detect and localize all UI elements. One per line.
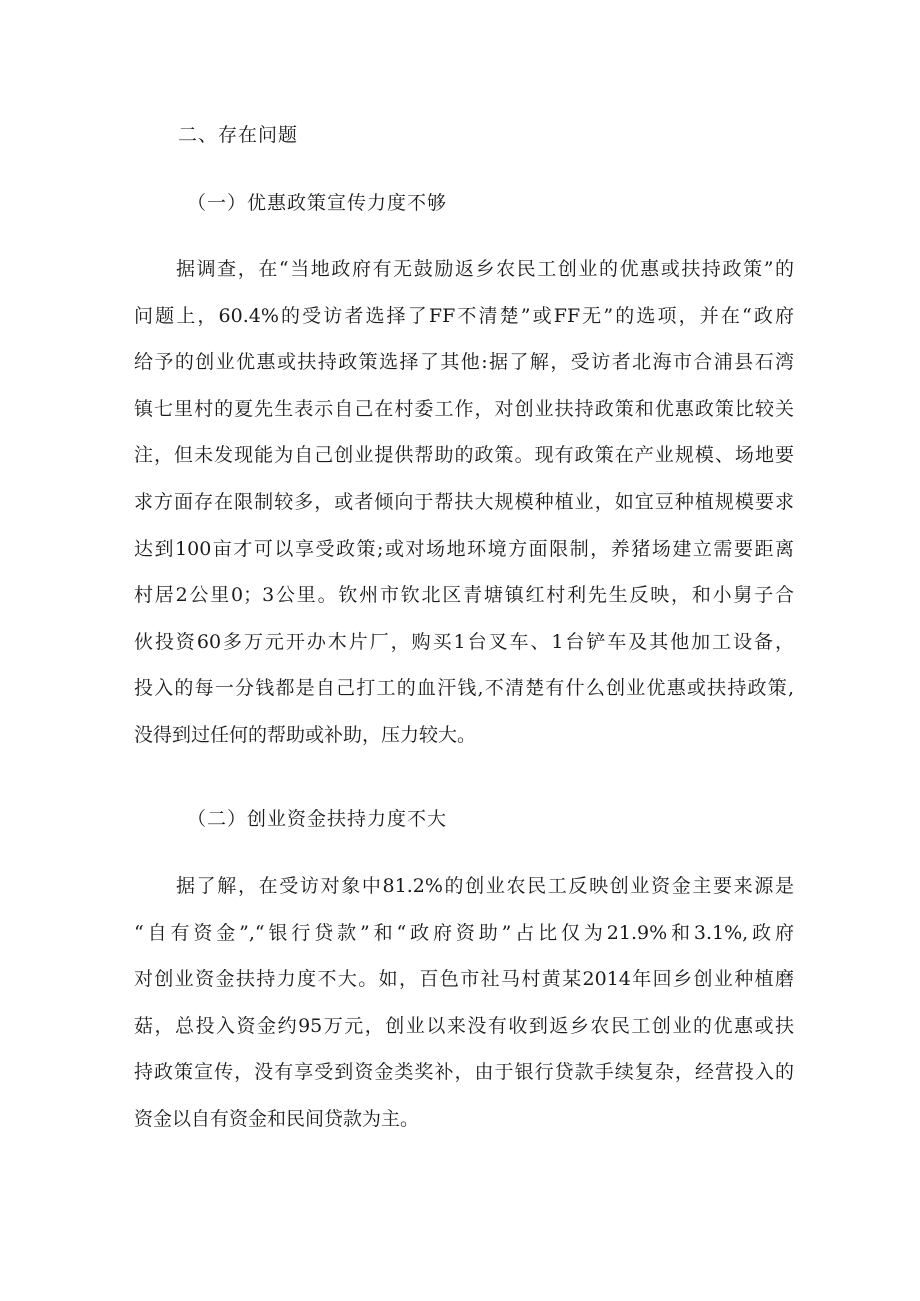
paragraph-line: 投入的每一分钱都是自己打工的血汗钱,不清楚有什么创业优惠或扶持政策, xyxy=(134,677,794,700)
paragraph-line: 注，但未发现能为自己创业提供帮助的政策。现有政策在产业规模、场地要 xyxy=(134,444,794,467)
paragraph-line: 镇七里村的夏先生表示自己在村委工作，对创业扶持政策和优惠政策比较关 xyxy=(134,397,794,420)
paragraph-line: 村居2公里0；3公里。钦州市钦北区青塘镇红村利先生反映，和小舅子合 xyxy=(134,584,794,607)
paragraph-line: “自有资金”,“银行贷款”和“政府资助”占比仅为21.9%和3.1%,政府 xyxy=(134,921,794,944)
paragraph-line: 求方面存在限制较多，或者倾向于帮扶大规模种植业，如宜豆种植规模要求 xyxy=(134,490,794,513)
paragraph-line: 菇，总投入资金约95万元，创业以来没有收到返乡农民工创业的优惠或扶 xyxy=(134,1014,794,1037)
paragraph-line: 没得到过任何的帮助或补助，压力较大。 xyxy=(134,723,477,746)
paragraph-line: 据了解，在受访对象中81.2%的创业农民工反映创业资金主要来源是 xyxy=(176,875,794,897)
paragraph-line: 给予的创业优惠或扶持政策选择了其他:据了解，受访者北海市合浦县石湾 xyxy=(134,351,794,374)
paragraph-1 xyxy=(134,246,794,759)
paragraph-line: 伙投资60多万元开办木片厂，购买1台叉车、1台铲车及其他加工设备， xyxy=(134,630,794,653)
paragraph-line: 达到100亩才可以享受政策;或对场地环境方面限制，养猪场建立需要距离 xyxy=(134,537,794,560)
subsection-title-1: （一）优惠政策宣传力度不够 xyxy=(187,192,448,214)
paragraph-line: 资金以自有资金和民间贷款为主。 xyxy=(134,1107,420,1130)
paragraph-2 xyxy=(134,863,794,1143)
paragraph-line: 问题上，60.4%的受访者选择了FF不清楚”或FF无”的选项，并在“政府 xyxy=(134,304,794,327)
subsection-title-2: （二）创业资金扶持力度不大 xyxy=(187,808,448,830)
section-title: 二、存在问题 xyxy=(178,124,299,146)
paragraph-line: 对创业资金扶持力度不大。如，百色市社马村黄某2014年回乡创业种植磨 xyxy=(134,968,794,991)
paragraph-line: 据调查，在“当地政府有无鼓励返乡农民工创业的优惠或扶持政策”的 xyxy=(176,258,794,280)
paragraph-line: 持政策宣传，没有享受到资金类奖补，由于银行贷款手续复杂，经营投入的 xyxy=(134,1061,794,1084)
